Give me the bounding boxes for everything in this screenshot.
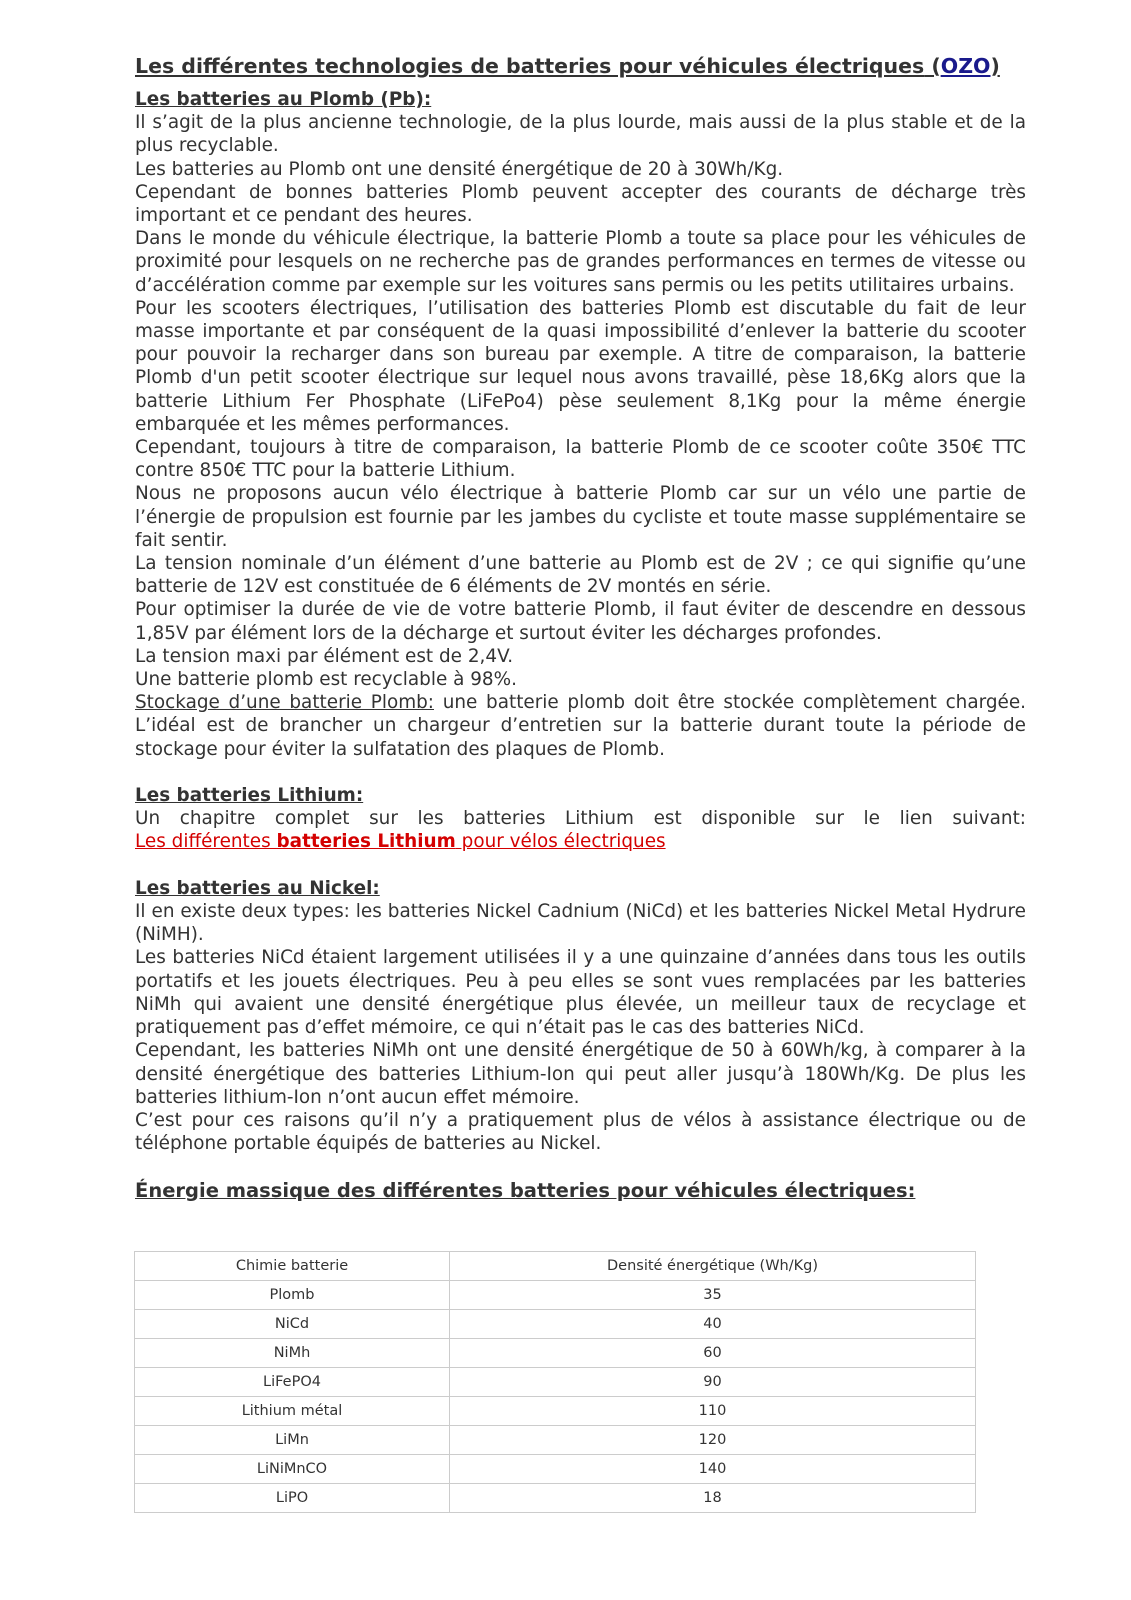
chemistry-cell: Lithium métal (135, 1397, 450, 1426)
column-header-chemistry: Chimie batterie (135, 1252, 450, 1281)
lithium-batteries-link[interactable] (135, 831, 666, 852)
spacer (135, 1155, 1026, 1178)
lithium-link-post: pour vélos électriques (455, 831, 666, 853)
page-title (135, 52, 1026, 80)
density-cell: 90 (450, 1368, 976, 1397)
section-heading-energy: Énergie massique des différentes batteries pour véhicules électriques: (135, 1178, 916, 1202)
density-cell: 120 (450, 1426, 976, 1455)
storage-text: une batterie plomb doit être stockée complètement chargée. L’idéal est de brancher un chargeur d’entretien sur la batterie durant toute la période de stockage pour éviter la sulfatation des plaques de Plomb. (135, 692, 1026, 760)
nickel-paragraph-3: Cependant, les batteries NiMh ont une densité énergétique de 50 à 60Wh/kg, à comparer à la densité énergétique des batteries Lithium-Ion qui peut aller jusqu’à 180Wh/Kg. De plus les batteries lithium-Ion n’ont aucun effet mémoire. (135, 1040, 1026, 1108)
table-row (135, 1426, 976, 1455)
lead-paragraph-2: Les batteries au Plomb ont une densité énergétique de 20 à 30Wh/Kg. (135, 158, 784, 180)
section-heading-lithium: Les batteries Lithium: (135, 785, 364, 807)
table-row (135, 1455, 976, 1484)
nickel-paragraph-4: C’est pour ces raisons qu’il n’y a pratiquement plus de vélos à assistance électrique ou de téléphone portable équipés de batteries au Nickel. (135, 1109, 1026, 1155)
ozo-link[interactable]: OZO (940, 54, 991, 78)
storage-paragraph (135, 691, 1026, 761)
chemistry-cell: Plomb (135, 1281, 450, 1310)
section-heading-nickel: Les batteries au Nickel: (135, 877, 380, 899)
column-header-density: Densité énergétique (Wh/Kg) (450, 1252, 976, 1281)
spacer (135, 761, 1026, 784)
density-cell: 40 (450, 1310, 976, 1339)
lead-paragraph-6: Cependant, toujours à titre de comparaison, la batterie Plomb de ce scooter coûte 350€ TTC contre 850€ TTC pour la batterie Lithium. (135, 437, 1026, 482)
nickel-paragraph-1: Il en existe deux types: les batteries Nickel Cadnium (NiCd) et les batteries Nickel Metal Hydrure (NiMH). (135, 901, 1026, 946)
chemistry-cell: NiCd (135, 1310, 450, 1339)
density-cell: 35 (450, 1281, 976, 1310)
lead-paragraph-5: Pour les scooters électriques, l’utilisation des batteries Plomb est discutable du fait de leur masse importante et par conséquent de la quasi impossibilité d’enlever la batterie du scooter pour pouvoir la recharger dans son bureau par exemple. A titre de comparaison, la batterie Plomb d'un petit scooter électrique sur lequel nous avons travaillé, pèse 18,6Kg alors que la batterie Lithium Fer Phosphate (LiFePo4) pèse seulement 8,1Kg pour la même énergie embarquée et les mêmes performances. (135, 297, 1026, 435)
chemistry-cell: LiMn (135, 1426, 450, 1455)
table-row (135, 1310, 976, 1339)
lead-paragraph-3: Cependant de bonnes batteries Plomb peuvent accepter des courants de décharge très important et ce pendant des heures. (135, 181, 1026, 227)
lead-paragraph-10: La tension maxi par élément est de 2,4V. (135, 645, 514, 667)
nickel-paragraph-2: Les batteries NiCd étaient largement utilisées il y a une quinzaine d’années dans tous les outils portatifs et les jouets électriques. Peu à peu elles se sont vues remplacées par les batteries NiMh qui avaient une densité énergétique plus élevée, un meilleur taux de recyclage et pratiquement pas d’effet mémoire, ce qui n’était pas le cas des batteries NiCd. (135, 947, 1026, 1039)
table-row (135, 1281, 976, 1310)
lead-paragraph-8: La tension nominale d’un élément d’une batterie au Plomb est de 2V ; ce qui signifie qu’une batterie de 12V est constituée de 6 éléments de 2V montés en série. (135, 553, 1026, 598)
chemistry-cell: LiPO (135, 1484, 450, 1513)
table-row (135, 1397, 976, 1426)
title-paren-open: ( (924, 54, 941, 78)
lead-paragraph-9: Pour optimiser la durée de vie de votre batterie Plomb, il faut éviter de descendre en dessous 1,85V par élément lors de la décharge et surtout éviter les décharges profondes. (135, 599, 1026, 644)
spacer (135, 854, 1026, 877)
lithium-link-bold: batteries Lithium (276, 831, 456, 853)
section-heading-lead: Les batteries au Plomb (Pb): (135, 89, 432, 110)
chemistry-cell: LiNiMnCO (135, 1455, 450, 1484)
lithium-link-pre: Les différentes (135, 831, 277, 853)
density-cell: 140 (450, 1455, 976, 1484)
table-row (135, 1484, 976, 1513)
storage-label: Stockage d’une batterie Plomb: (135, 692, 434, 714)
energy-density-table (134, 1251, 976, 1513)
chemistry-cell: LiFePO4 (135, 1368, 450, 1397)
chemistry-cell: NiMh (135, 1339, 450, 1368)
lead-paragraph-1: Il s’agit de la plus ancienne technologie, de la plus lourde, mais aussi de la plus stable et de la plus recyclable. (135, 112, 1026, 157)
title-paren-close: ) (990, 54, 1000, 78)
table-header-row (135, 1252, 976, 1281)
document-body (135, 52, 1026, 1202)
lithium-link-line (135, 830, 1026, 853)
lead-paragraph-11: Une batterie plomb est recyclable à 98%. (135, 669, 517, 691)
density-cell: 60 (450, 1339, 976, 1368)
lead-paragraph-4: Dans le monde du véhicule électrique, la batterie Plomb a toute sa place pour les véhicules de proximité pour lesquels on ne recherche pas de grandes performances en termes de vitesse ou d’accélération comme par exemple sur les voitures sans permis ou les petits utilitaires urbains. (135, 228, 1026, 296)
density-cell: 18 (450, 1484, 976, 1513)
density-cell: 110 (450, 1397, 976, 1426)
page-title-text: Les différentes technologies de batteries pour véhicules électriques (135, 54, 925, 78)
table-row (135, 1339, 976, 1368)
lithium-paragraph: Un chapitre complet sur les batteries Lithium est disponible sur le lien suivant: (135, 808, 1026, 830)
table-row (135, 1368, 976, 1397)
lead-paragraph-7: Nous ne proposons aucun vélo électrique à batterie Plomb car sur un vélo une partie de l’énergie de propulsion est fournie par les jambes du cycliste et toute masse supplémentaire se fait sentir. (135, 483, 1026, 551)
